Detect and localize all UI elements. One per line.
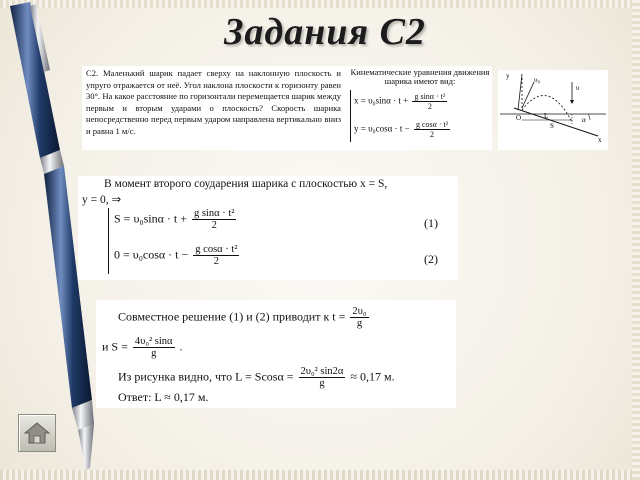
problem-panel <box>82 66 492 150</box>
equation-y-left: y = υ₀cosα · t − <box>354 123 410 134</box>
equation-x-fraction <box>412 92 447 111</box>
equation-1 <box>114 208 238 231</box>
l-fraction <box>299 366 346 389</box>
l-denominator: g <box>319 378 325 389</box>
l-result-line <box>118 366 395 389</box>
home-button[interactable] <box>18 414 56 452</box>
v-arrowhead <box>570 100 574 104</box>
second-collision-line2: y = 0, ⇒ <box>82 194 122 206</box>
t-denominator: g <box>356 318 363 329</box>
equation-1-number: (1) <box>424 216 438 230</box>
kinematic-header: Кинематические уравнения движения шарика имеют вид: <box>350 67 490 86</box>
joint-solution-line <box>118 306 371 329</box>
s-result-end: . <box>179 339 183 354</box>
equation-1-left: S = υ₀sinα · t + <box>114 211 187 226</box>
s-numerator: 4υ₀² sinα <box>134 336 173 347</box>
joint-solution-text: Совместное решение (1) и (2) приводит к t = <box>118 309 346 324</box>
equation-2-number: (2) <box>424 252 438 266</box>
figure-label-o: O <box>516 114 522 122</box>
s-denominator: g <box>151 348 157 359</box>
equation-2-left: 0 = υ₀cosα · t − <box>114 247 189 262</box>
y-axis-line <box>518 74 522 110</box>
figure-label-v0: υ₀ <box>534 76 540 84</box>
equation-x-denominator: 2 <box>427 102 432 111</box>
v0-vector <box>522 82 534 108</box>
second-collision-panel <box>78 176 458 280</box>
l-result-text: Из рисунка видно, что L = Scosα = <box>118 369 294 384</box>
equation-y-denominator: 2 <box>430 130 435 139</box>
figure-label-s: S <box>550 122 554 130</box>
equation-2-fraction <box>193 244 239 267</box>
equation-x-numerator: g sinα · t² <box>414 92 446 101</box>
equation-2-denominator: 2 <box>213 256 219 267</box>
slide-title: Задания С2 <box>224 11 426 53</box>
solution-panel <box>96 300 456 408</box>
equation-y-numerator: g cosα · t² <box>415 120 449 129</box>
figure-label-y: y <box>506 72 510 80</box>
equation-1-denominator: 2 <box>211 220 217 231</box>
problem-text: С2. Маленький шарик падает сверху на наклонную плоскость и упруго отражается от неё. Угол наклона плоскости к горизонту равен 30°. На какое расстояние по горизонтали перемещается шарик между первым и вторым ударами о плоскость? Скорость шарика непосредственно перед первым ударом направлена вертикально вниз и равна 1 м/с. <box>86 68 341 136</box>
inclined-plane-figure <box>498 70 608 150</box>
figure-label-alpha: α <box>582 116 586 124</box>
equation-y <box>354 120 452 139</box>
pen-illustration <box>0 0 120 480</box>
t-fraction <box>350 306 368 329</box>
l-numerator: 2υ₀² sin2α <box>300 366 344 377</box>
l-result-value: ≈ 0,17 м. <box>350 369 395 384</box>
pen-barrel <box>44 166 92 408</box>
equation-y-fraction <box>414 120 450 139</box>
equation-x-left: x = υ₀sinα · t + <box>354 95 409 106</box>
home-icon <box>23 419 51 447</box>
t-numerator: 2υ₀ <box>352 306 367 317</box>
equation-1-numerator: g sinα · t² <box>193 208 235 219</box>
second-collision-line1: В момент второго соударения шарика с плоскостью x = S, <box>104 178 388 190</box>
pen-tip <box>78 424 94 470</box>
inclined-plane-diagram <box>498 70 608 150</box>
figure-label-x: x <box>598 136 602 144</box>
equation-2 <box>114 244 241 267</box>
equation-2-numerator: g cosα · t² <box>195 244 238 255</box>
figure-label-l: L <box>544 112 549 120</box>
answer-line: Ответ: L ≈ 0,17 м. <box>118 390 209 404</box>
paper-edge-right <box>632 0 640 480</box>
alpha-arc <box>588 114 590 120</box>
s-result-text: и S = <box>102 339 128 354</box>
equation-x <box>354 92 449 111</box>
figure-label-v: υ <box>576 84 580 92</box>
equation-1-fraction <box>192 208 236 231</box>
s-fraction <box>133 336 175 359</box>
equation-brace <box>350 90 351 142</box>
